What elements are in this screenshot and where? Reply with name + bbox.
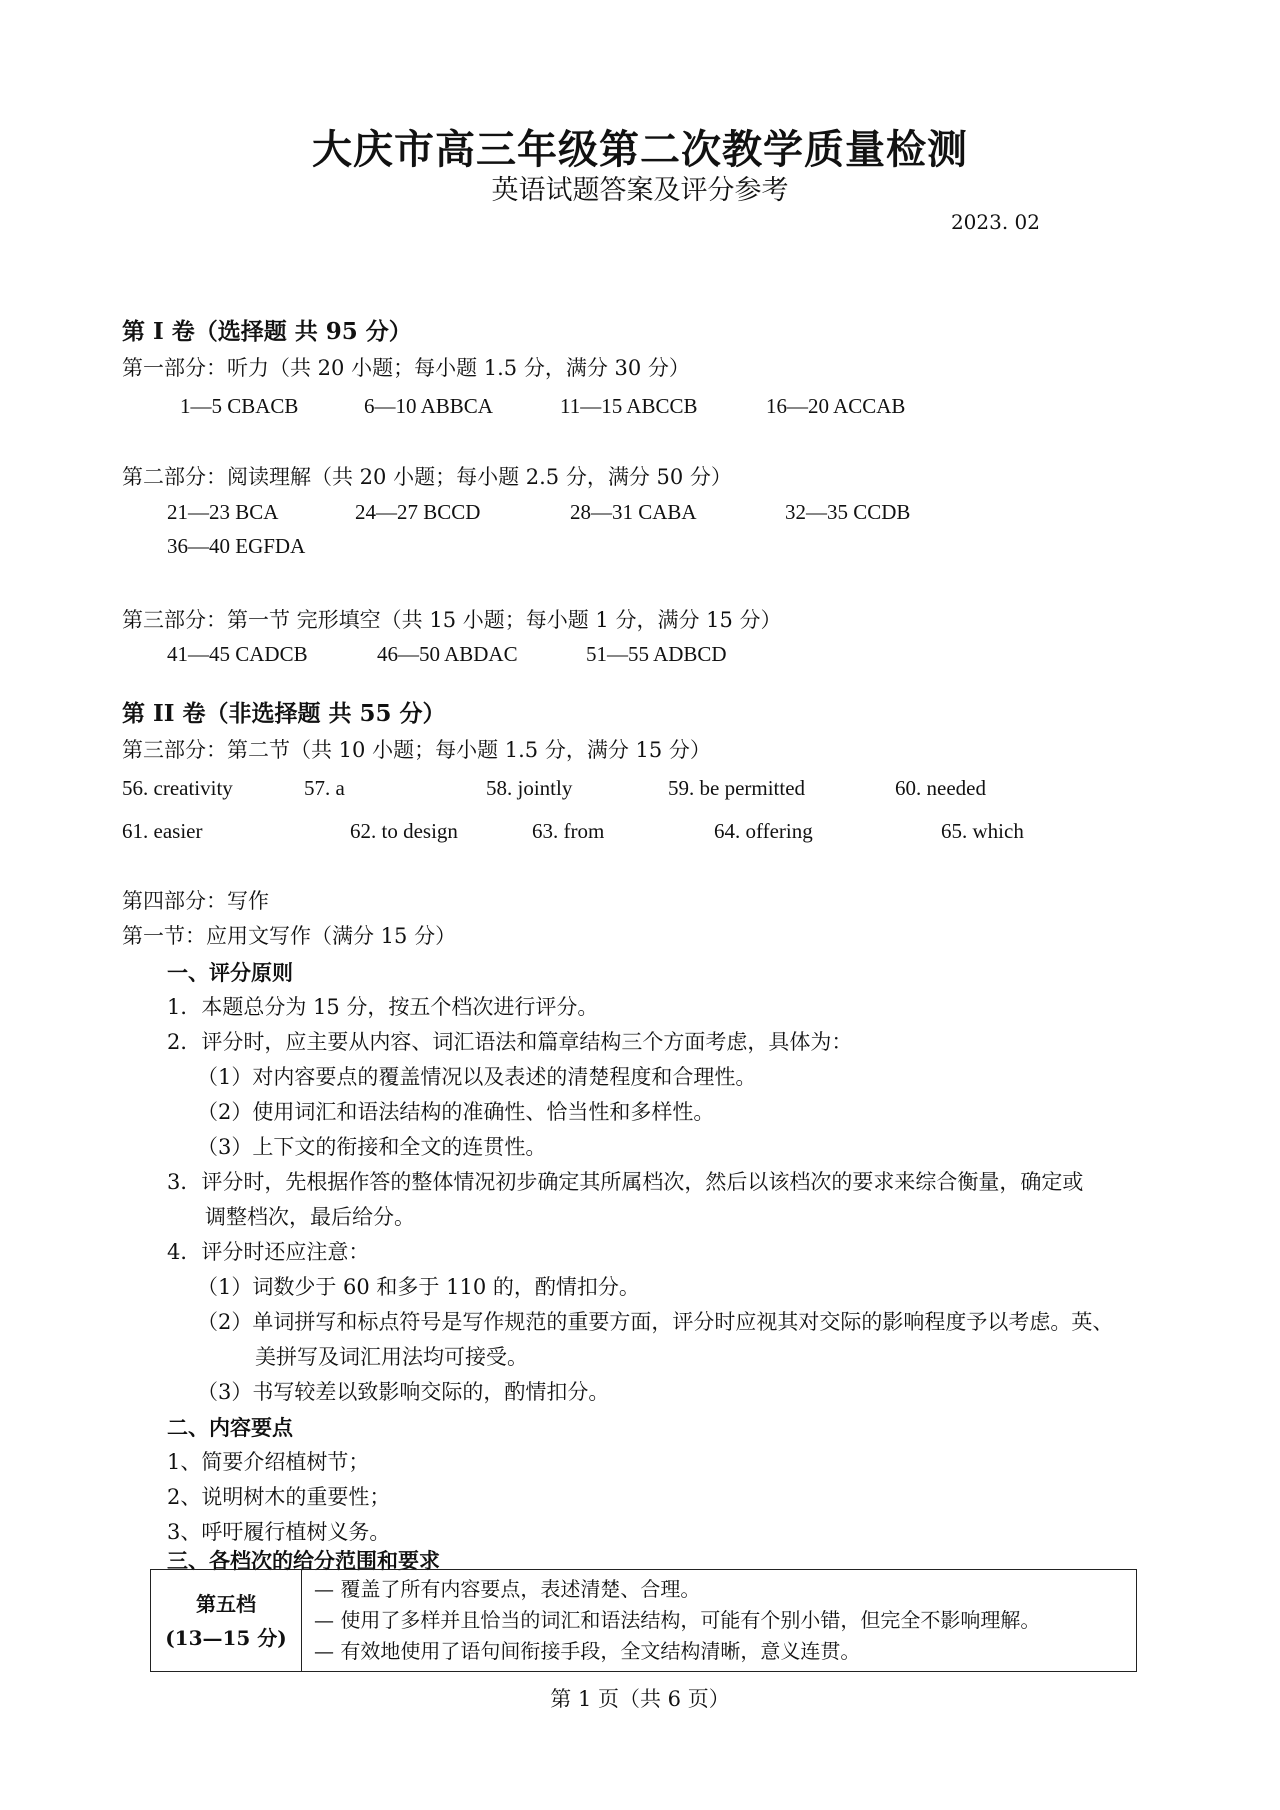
section1-heading: 第一节：应用文写作（满分 15 分） <box>122 924 457 948</box>
principle-subitem: （2）使用词汇和语法结构的准确性、恰当性和多样性。 <box>197 1100 715 1124</box>
grade-name: 第五档 <box>196 1591 256 1616</box>
part2-heading: 第二部分：阅读理解（共 20 小题；每小题 2.5 分，满分 50 分） <box>122 465 732 489</box>
answer-group: 46—50 ABDAC <box>377 642 518 666</box>
principle-subitem: （1）词数少于 60 和多于 110 的，酌情扣分。 <box>197 1275 640 1299</box>
grade-requirement: — 有效地使用了语句间衔接手段，全文结构清晰，意义连贯。 <box>314 1639 861 1663</box>
grades-heading: 三、各档次的给分范围和要求 <box>167 1548 440 1573</box>
blank-answer: 57. a <box>304 776 345 800</box>
content-points-heading: 二、内容要点 <box>167 1415 293 1440</box>
blank-answer: 63. from <box>532 819 605 843</box>
exam-date: 2023. 02 <box>950 210 1040 234</box>
principle-item-continued: 调整档次，最后给分。 <box>205 1205 415 1229</box>
grade-range: (13—15 分) <box>165 1625 287 1650</box>
grade-level-cell <box>151 1570 302 1672</box>
principle-subitem-continued: 美拼写及词汇用法均可接受。 <box>255 1345 528 1369</box>
blank-answer: 65. which <box>941 819 1024 843</box>
answer-group: 24—27 BCCD <box>355 500 481 524</box>
principle-subitem: （2）单词拼写和标点符号是写作规范的重要方面，评分时应视其对交际的影响程度予以考虑。英、 <box>197 1310 1114 1334</box>
blank-answer: 56. creativity <box>122 776 233 800</box>
blank-answer: 60. needed <box>895 776 986 800</box>
answer-group: 16—20 ACCAB <box>766 394 906 418</box>
answer-group: 21—23 BCA <box>167 500 279 524</box>
grade-requirement: — 覆盖了所有内容要点，表述清楚、合理。 <box>314 1577 701 1601</box>
principle-subitem: （3）上下文的衔接和全文的连贯性。 <box>197 1135 547 1159</box>
blank-answer: 61. easier <box>122 819 203 843</box>
content-point: 2、说明树木的重要性； <box>167 1485 391 1509</box>
answer-group: 51—55 ADBCD <box>586 642 727 666</box>
blank-answer: 62. to design <box>350 819 458 843</box>
answer-group: 41—45 CADCB <box>167 642 308 666</box>
part3-heading: 第三部分：第一节 完形填空（共 15 小题；每小题 1 分，满分 15 分） <box>122 608 782 632</box>
answer-group: 11—15 ABCCB <box>560 394 698 418</box>
content-point: 3、呼吁履行植树义务。 <box>167 1520 391 1544</box>
principle-subitem: （1）对内容要点的覆盖情况以及表述的清楚程度和合理性。 <box>197 1065 757 1089</box>
page-footer: 第 1 页（共 6 页） <box>550 1687 730 1711</box>
answer-group: 1—5 CBACB <box>180 394 299 418</box>
principle-item: 3．评分时，先根据作答的整体情况初步确定其所属档次，然后以该档次的要求来综合衡量，确定或 <box>167 1170 1084 1194</box>
blank-answer: 64. offering <box>714 819 813 843</box>
page-subtitle: 英语试题答案及评分参考 <box>491 175 789 206</box>
part4-heading: 第四部分：写作 <box>122 889 269 913</box>
vol2-heading: 第 II 卷（非选择题 共 55 分） <box>122 700 446 727</box>
part3s2-heading: 第三部分：第二节（共 10 小题；每小题 1.5 分，满分 15 分） <box>122 738 711 762</box>
content-point: 1、简要介绍植树节； <box>167 1450 370 1474</box>
principles-heading: 一、评分原则 <box>167 960 293 985</box>
principle-item: 4．评分时还应注意： <box>167 1240 370 1264</box>
blank-answer: 58. jointly <box>486 776 573 800</box>
blank-answer: 59. be permitted <box>668 776 806 800</box>
principle-item: 2．评分时，应主要从内容、词汇语法和篇章结构三个方面考虑，具体为： <box>167 1030 853 1054</box>
answer-group: 6—10 ABBCA <box>364 394 493 418</box>
answer-group: 28—31 CABA <box>570 500 697 524</box>
grade-requirement: — 使用了多样并且恰当的词汇和语法结构，可能有个别小错，但完全不影响理解。 <box>314 1608 1041 1632</box>
answer-group: 36—40 EGFDA <box>167 534 306 558</box>
table-row <box>151 1570 1137 1672</box>
part1-heading: 第一部分：听力（共 20 小题；每小题 1.5 分，满分 30 分） <box>122 356 690 380</box>
principle-subitem: （3）书写较差以致影响交际的，酌情扣分。 <box>197 1380 610 1404</box>
principle-item: 1．本题总分为 15 分，按五个档次进行评分。 <box>167 995 599 1019</box>
page-title: 大庆市高三年级第二次教学质量检测 <box>312 126 968 173</box>
answer-group: 32—35 CCDB <box>785 500 911 524</box>
grade-requirements-cell <box>302 1570 1137 1672</box>
grade-table <box>150 1569 1137 1672</box>
vol1-heading: 第 I 卷（选择题 共 95 分） <box>122 318 412 345</box>
